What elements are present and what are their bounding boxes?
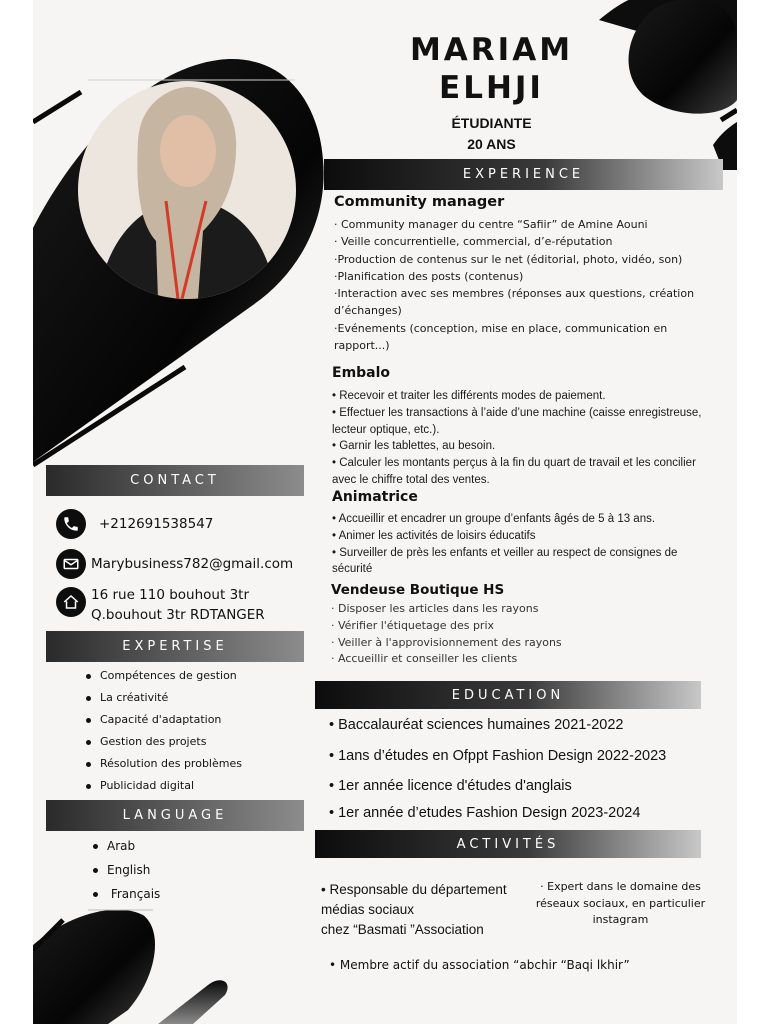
duty: · Disposer les articles dans les rayons xyxy=(331,602,539,615)
list-item: Compétences de gestion xyxy=(86,665,242,687)
activity-line: chez “Basmati ”Association xyxy=(321,922,484,937)
duty: · Accueillir et conseiller les clients xyxy=(331,652,518,666)
job-title: Vendeuse Boutique HS xyxy=(331,582,505,598)
duty: ·Production de contenus sur le net (éditorial, photo, vidéo, son) xyxy=(334,252,683,266)
list-item: Gestion des projets xyxy=(86,731,242,753)
phone-icon xyxy=(56,509,86,539)
job-duties xyxy=(334,216,726,354)
duty: • Surveiller de près les enfants et veiller au respect de consignes de sécurité xyxy=(332,546,678,576)
activities-heading: ACTIVITÉS xyxy=(315,830,701,858)
experience-entry xyxy=(331,582,711,668)
activity-item xyxy=(321,880,531,940)
duty: ·Interaction avec ses membres (réponses aux questions, création d’échanges) xyxy=(334,287,695,318)
duty: · Veiller à l'approvisionnement des rayons xyxy=(331,635,562,649)
list-item: Français xyxy=(93,882,160,906)
experience-heading: EXPERIENCE xyxy=(324,159,723,190)
list-item: Arab xyxy=(93,834,160,858)
experience-entry xyxy=(334,194,726,354)
duty: ·Evénements (conception, mise en place, communication en rapport...) xyxy=(334,321,668,353)
job-title: Community manager xyxy=(334,194,505,210)
job-duties xyxy=(332,511,717,578)
activity-line: médias sociaux xyxy=(321,902,415,917)
contact-phone xyxy=(56,509,213,539)
experience-entry xyxy=(332,365,712,489)
first-name: MARIAM xyxy=(409,32,574,68)
language-list xyxy=(93,834,160,906)
education-item: • Baccalauréat sciences humaines 2021-2022 xyxy=(329,717,624,733)
job-title: Animatrice xyxy=(332,489,418,505)
mail-icon xyxy=(56,549,86,579)
job-title: Embalo xyxy=(332,365,391,381)
address-line-1: 16 rue 110 bouhout 3tr xyxy=(91,587,250,603)
job-duties xyxy=(332,388,712,489)
home-icon xyxy=(56,587,86,617)
duty: · Vérifier l'étiquetage des prix xyxy=(331,618,495,632)
education-item: • 1ans d’études en Ofppt Fashion Design 2022-2023 xyxy=(329,748,667,764)
avatar xyxy=(78,81,296,299)
education-heading: EDUCATION xyxy=(315,681,701,709)
duty: • Calculer les montants perçus à la fin du quart de travail et les concilier avec le chiffre total des ventes. xyxy=(332,457,696,486)
phone-number[interactable]: +212691538547 xyxy=(99,516,214,532)
duty: • Recevoir et traiter les différents modes de paiement. xyxy=(332,390,606,402)
list-item: La créativité xyxy=(86,687,242,709)
contact-email xyxy=(56,549,293,579)
expertise-heading: EXPERTISE xyxy=(46,631,304,662)
list-item: Publicidad digital xyxy=(86,775,242,797)
role: ÉTUDIANTE xyxy=(451,115,532,131)
education-item: • 1er année licence d'études d'anglais xyxy=(329,778,572,794)
experience-entry xyxy=(332,489,717,578)
activity-item: · Expert dans le domaine des réseaux sociaux, en particulier instagram xyxy=(535,880,706,926)
resume-page xyxy=(33,0,737,1024)
list-item: Capacité d'adaptation xyxy=(86,709,242,731)
job-duties xyxy=(331,601,711,668)
age: 20 ANS xyxy=(467,136,516,152)
activity-line: • Responsable du département xyxy=(321,882,507,897)
address-line-2: Q.bouhout 3tr RDTANGER xyxy=(91,607,265,623)
language-heading: LANGUAGE xyxy=(46,800,304,831)
contact-address xyxy=(56,585,265,625)
list-item: Résolution des problèmes xyxy=(86,753,242,775)
list-item: English xyxy=(93,858,160,882)
activity-item: • Membre actif du association “abchir “Baqi lkhir” xyxy=(329,958,630,972)
duty: • Animer les activités de loisirs éducatifs xyxy=(332,529,536,542)
duty: ·Planification des posts (contenus) xyxy=(334,269,524,283)
education-item: • 1er année d’etudes Fashion Design 2023-2024 xyxy=(329,805,641,821)
duty: · Community manager du centre “Safiir” de Amine Aouni xyxy=(334,218,648,231)
duty: • Accueillir et encadrer un groupe d’enfants âgés de 5 à 13 ans. xyxy=(332,513,656,525)
duty: • Garnir les tablettes, au besoin. xyxy=(332,440,496,453)
email-address[interactable]: Marybusiness782@gmail.com xyxy=(91,556,294,572)
contact-heading: CONTACT xyxy=(46,465,304,496)
duty: · Veille concurrentielle, commercial, d’e-réputation xyxy=(334,235,613,249)
expertise-list xyxy=(86,665,242,797)
duty: • Effectuer les transactions à l’aide d’une machine (caisse enregistreuse, lecteur optique, etc.). xyxy=(332,406,702,436)
last-name: ELHJI xyxy=(439,70,544,106)
